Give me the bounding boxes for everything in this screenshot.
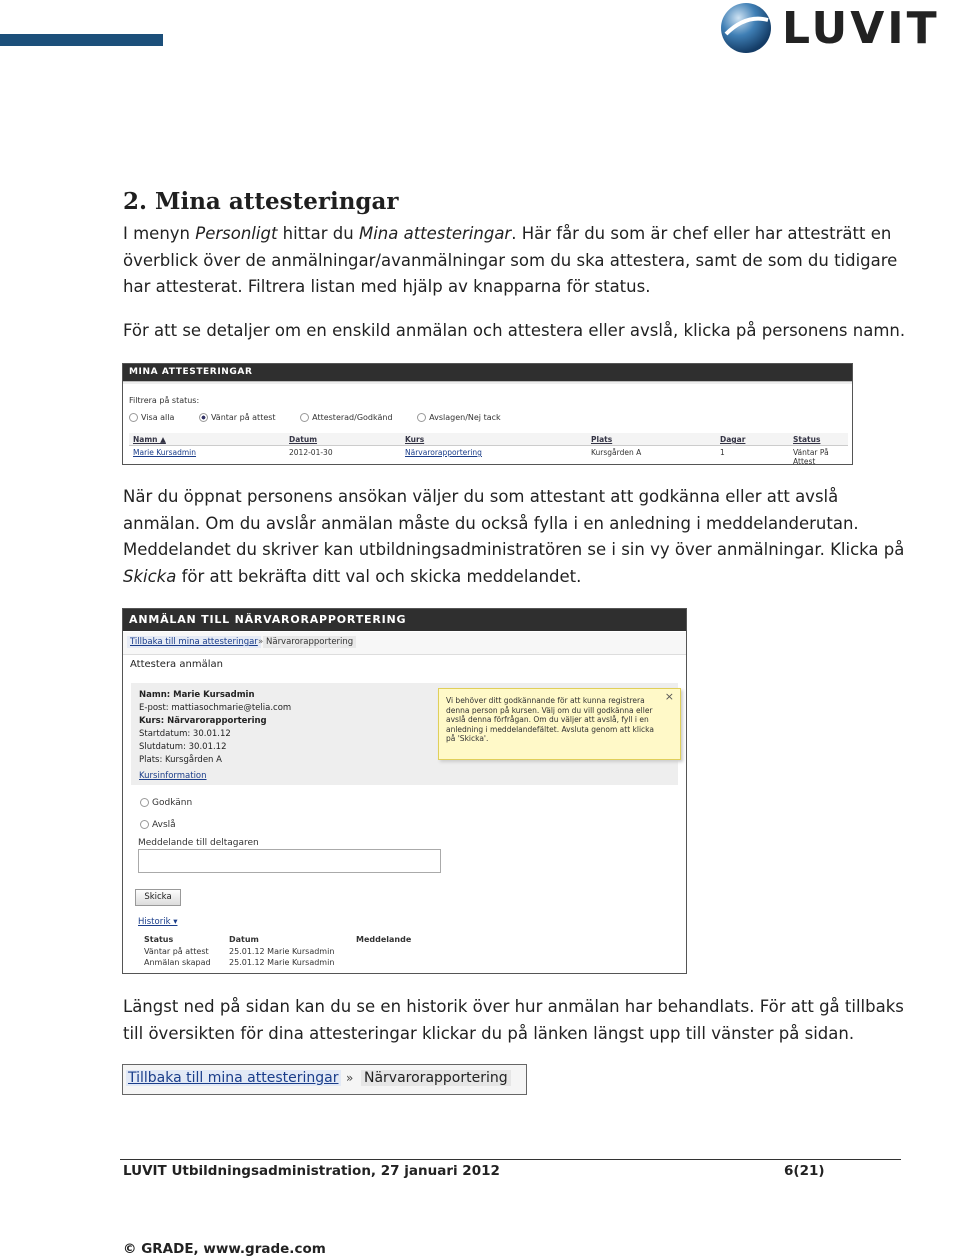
radio-icon [199,413,208,422]
radio-icon [140,820,149,829]
attest-table [129,433,848,466]
history-status-2: Anmälan skapad [144,958,211,967]
breadcrumb [123,632,686,655]
details-paragraph: För att se detaljer om en enskild anmälan och attestera eller avslå, klicka på personens namn. [123,321,906,340]
copyright: © GRADE, www.grade.com [123,1241,326,1257]
approval-paragraph: När du öppnat personens ansökan väljer du som attestant att godkänna eller att avslå anmälan. Om du avslår anmälan måste du också fylla i en anledning i meddelanderutan. Meddelandet du skriver kan utbildningsadministratören se i sin vy över anmälningar. Klicka på Skicka för att bekräfta ditt val och skicka meddelandet. [123,487,905,586]
breadcrumb-separator: » [258,637,264,647]
history-link[interactable]: Historik ▾ [138,917,178,927]
intro-paragraph: I menyn Personligt hittar du Mina attesteringar. Här får du som är chef eller har attesträtt en överblick över de anmälningar/avanmälningar som du ska attestera, samt de som du tidigare har attesterat. Filtrera listan med hjälp av knapparna för status. [123,224,898,297]
history-col-message: Meddelande [356,935,412,944]
attest-form-screenshot [122,608,687,974]
form-section-title: Attestera anmälan [130,659,223,670]
breadcrumb-current: Närvarorapportering [361,1070,511,1086]
footer-title: LUVIT Utbildningsadministration, 27 januari 2012 [123,1163,500,1179]
page-number: 6(21) [784,1163,825,1179]
radio-icon [417,413,426,422]
message-field[interactable] [138,849,441,873]
section-title: 2. Mina attesteringar [123,188,399,215]
history-paragraph: Längst ned på sidan kan du se en historik över hur anmälan har behandlats. För att gå tillbaks till översikten för dina attesteringar klickar du på länken längst upp till vänster på sidan. [123,997,904,1043]
person-name-link[interactable]: Marie Kursadmin [133,448,197,457]
cell-date: 2012-01-30 [289,448,333,457]
table-row [129,446,848,466]
col-status[interactable]: Status [793,435,821,444]
form-header: ANMÄLAN TILL NÄRVARORAPPORTERING [123,609,686,631]
tooltip-text: Vi behöver ditt godkännande för att kunna registrera denna person på kursen. Välj om du vill godkänna eller avslå denna förfrågan. Om du väljer att avslå, fyll i en anledning i meddelandefältet. Avsluta genom att klicka på 'Skicka'. [446,696,654,744]
filter-option-all[interactable]: Visa alla [129,413,174,422]
breadcrumb-screenshot [122,1064,527,1095]
history-date-2: 25.01.12 Marie Kursadmin [229,958,335,967]
luvit-globe-icon [718,0,774,56]
breadcrumb-current: Närvarorapportering [263,636,356,648]
cell-place: Kursgården A [591,448,642,457]
col-course[interactable]: Kurs [405,435,425,444]
logo-text: LUVIT [782,2,940,54]
radio-icon [129,413,138,422]
filter-option-rejected[interactable]: Avslagen/Nej tack [417,413,501,422]
cell-status: Väntar På Attest [793,448,829,466]
help-tooltip [438,688,681,760]
cell-course[interactable]: Närvarorapportering [405,448,482,457]
send-button[interactable]: Skicka [135,889,181,906]
cell-days: 1 [720,448,725,457]
message-label: Meddelande till deltagaren [138,838,259,848]
course-info-link[interactable]: Kursinformation [139,771,207,781]
footer-divider [120,1159,901,1160]
filter-option-approved[interactable]: Attesterad/Godkänd [300,413,392,422]
status-filter [123,405,852,422]
history-col-status: Status [144,935,174,944]
radio-icon [300,413,309,422]
header-accent-bar [0,34,163,46]
reject-option[interactable]: Avslå [140,820,176,830]
col-place[interactable]: Plats [591,435,613,444]
luvit-logo [718,0,960,56]
info-name: Namn: Marie Kursadmin [139,690,255,700]
table-header [129,433,848,446]
info-end: Slutdatum: 30.01.12 [139,742,227,752]
info-start: Startdatum: 30.01.12 [139,729,231,739]
breadcrumb-separator: » [346,1071,354,1085]
radio-icon [140,798,149,807]
attesteringar-list-screenshot [122,363,853,465]
list-header: MINA ATTESTERINGAR [123,364,852,381]
info-place: Plats: Kursgården A [139,755,222,765]
close-icon[interactable]: × [664,690,674,703]
history-col-date: Datum [229,935,259,944]
info-course: Kurs: Närvarorapportering [139,716,267,726]
col-name[interactable]: Namn ▲ [133,435,166,444]
back-link[interactable]: Tillbaka till mina attesteringar [127,636,261,648]
col-date[interactable]: Datum [289,435,318,444]
info-email: E-post: mattiasochmarie@telia.com [139,703,292,713]
filter-option-pending[interactable]: Väntar på attest [199,413,276,422]
col-days[interactable]: Dagar [720,435,746,444]
history-date-1: 25.01.12 Marie Kursadmin [229,947,335,956]
history-status-1: Väntar på attest [144,947,209,956]
approve-option[interactable]: Godkänn [140,798,192,808]
filter-label: Filtrera på status: [129,396,200,405]
back-link-zoomed[interactable]: Tillbaka till mina attesteringar [128,1070,339,1086]
